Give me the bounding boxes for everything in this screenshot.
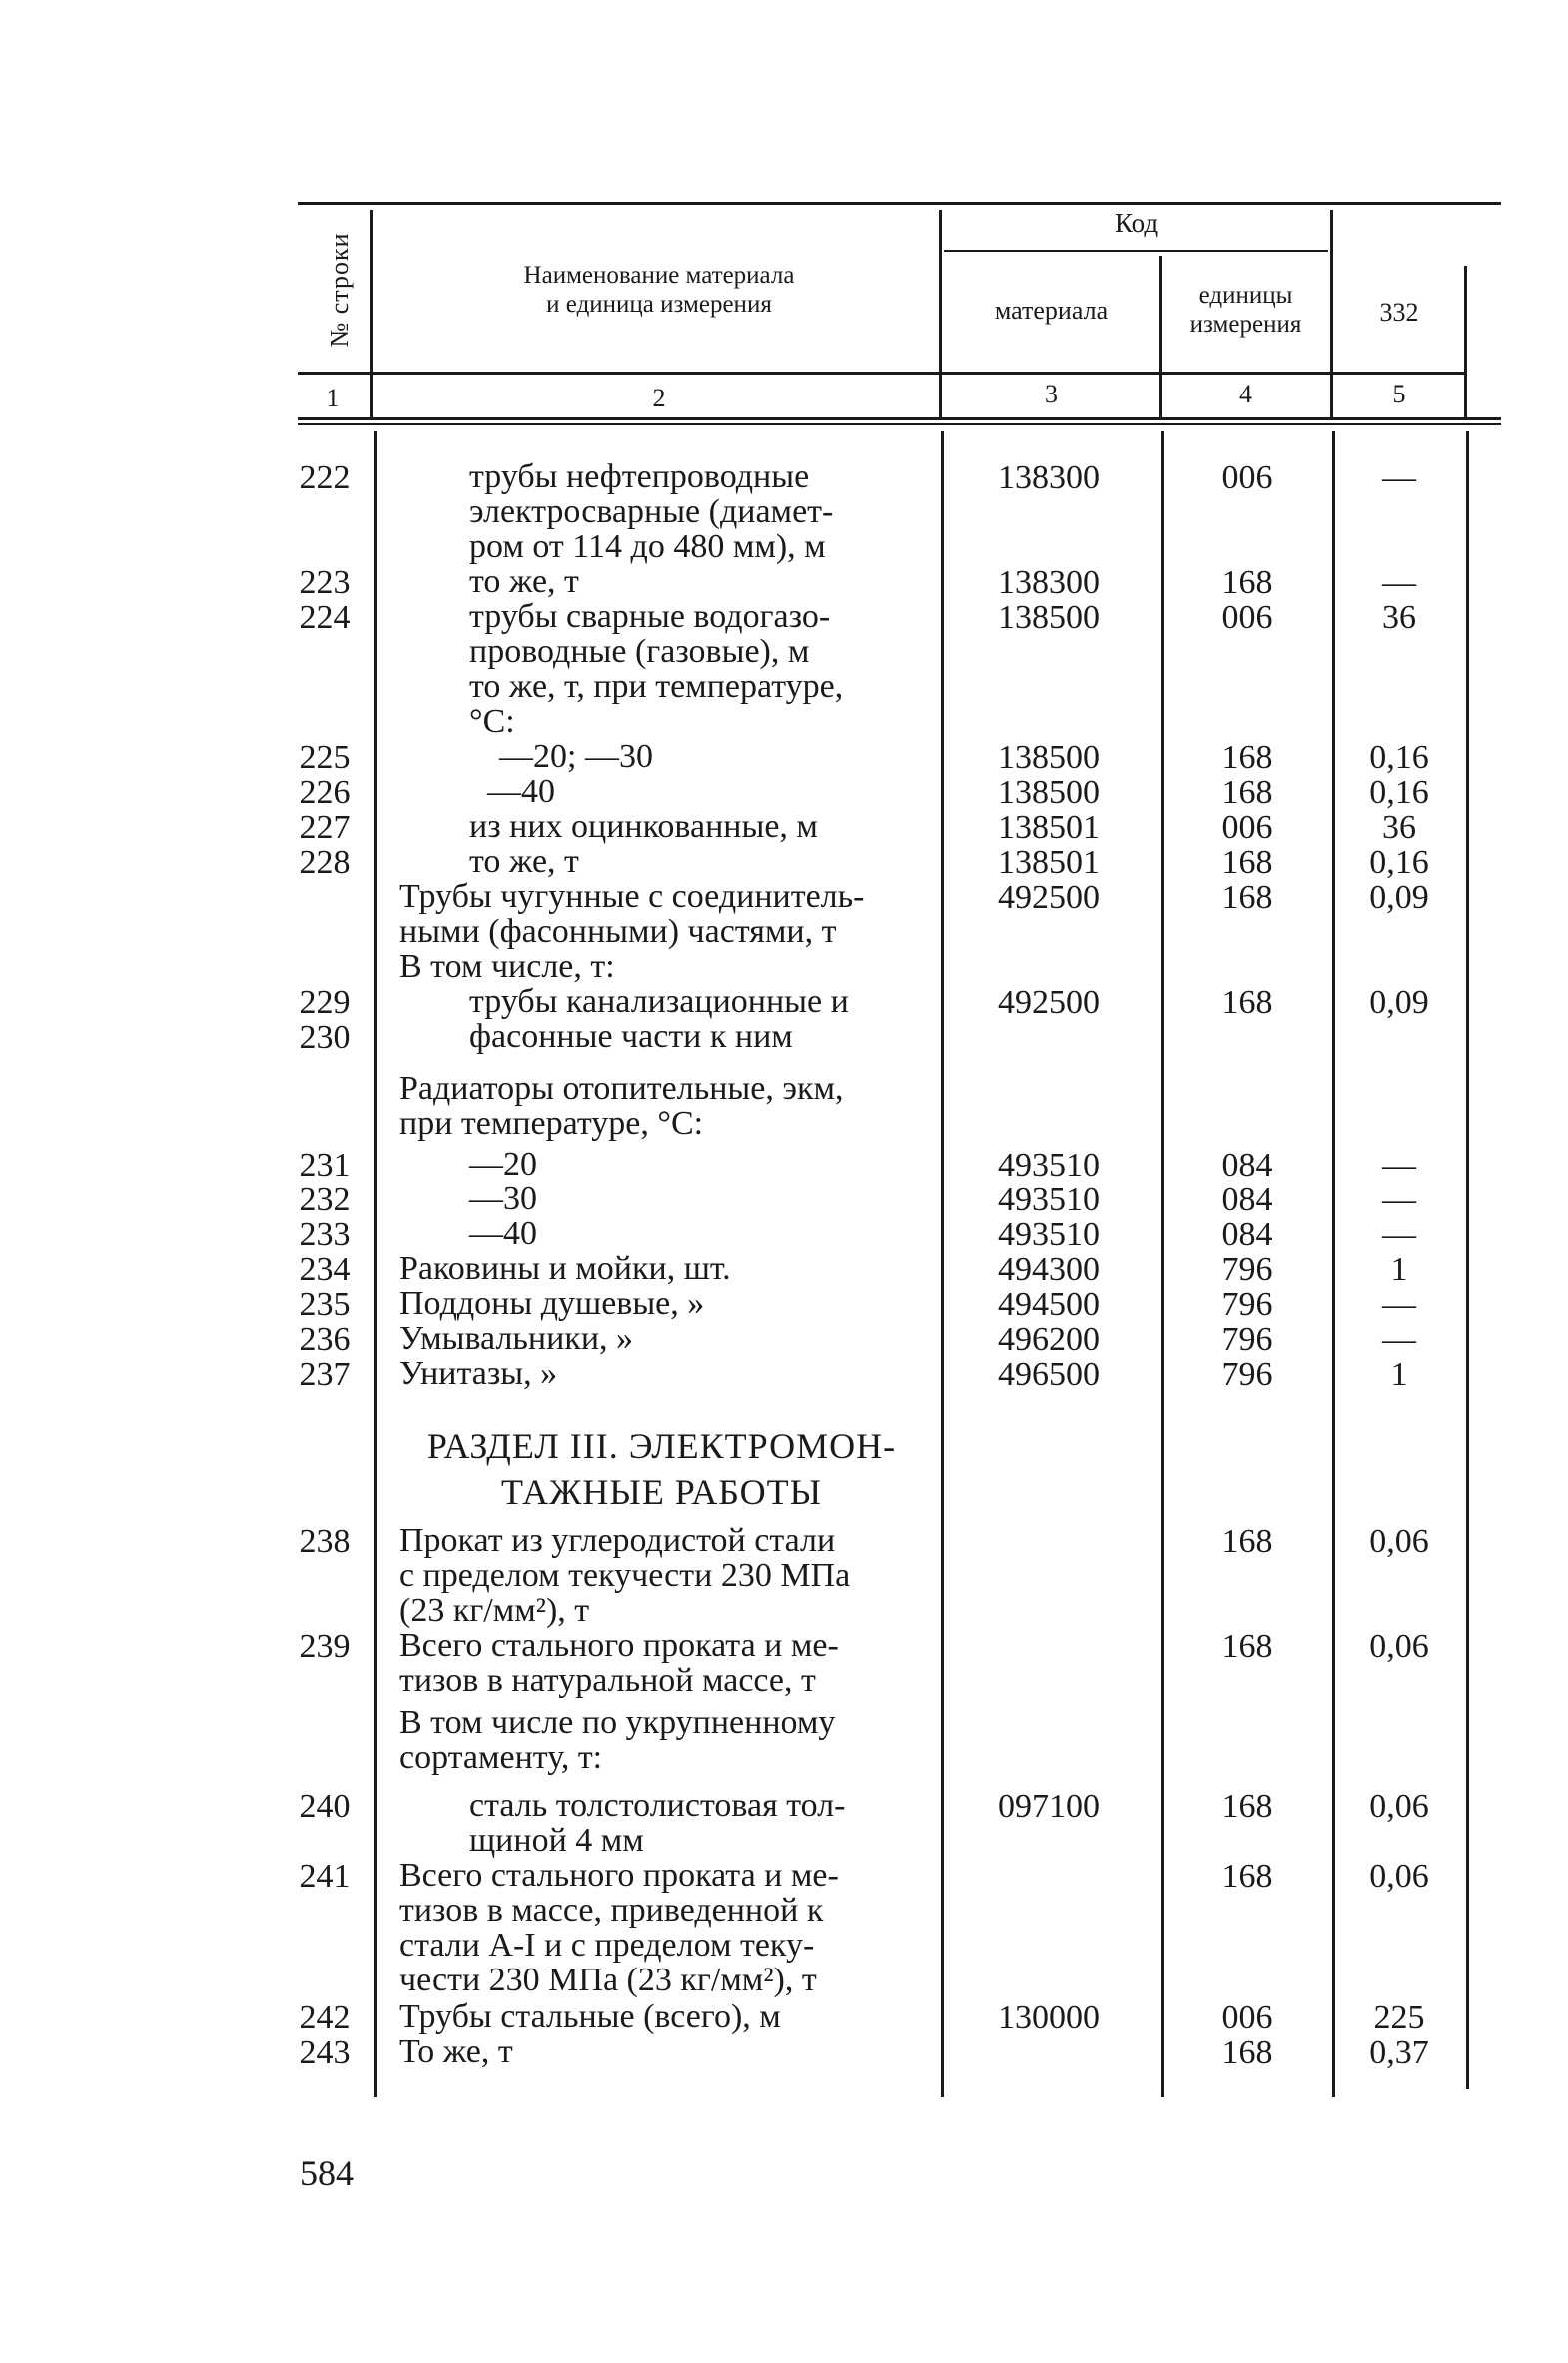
unit-code: 084 [1221,1182,1273,1218]
material-code: 138500 [998,599,1100,636]
value-332: 0,16 [1369,774,1429,811]
description-line: ром от 114 до 480 мм), м [469,528,826,565]
row-number: 229 [299,984,351,1021]
description-line: трубы нефтепроводные [469,458,810,495]
value-332: 0,06 [1369,1858,1429,1895]
description-line: стали А-I и с пределом теку- [399,1927,815,1964]
row-description [399,1628,924,1698]
row-number: 222 [299,459,351,496]
description-line: чести 230 МПа (23 кг/мм²), т [399,1962,817,1998]
value-332: 1 [1390,1251,1408,1288]
row-number: 235 [299,1286,351,1323]
description-line: из них оцинкованные, м [469,808,818,845]
row-description [399,1251,924,1286]
material-code: 494500 [998,1286,1100,1323]
unit-code: 084 [1221,1147,1273,1183]
value-332: 0,09 [1369,879,1429,916]
row-description [399,879,924,949]
unit-code: 006 [1221,809,1273,846]
description-line: фасонные части к ним [469,1018,793,1055]
description-line: (23 кг/мм²), т [399,1592,590,1629]
row-number: 223 [299,564,351,601]
index-2: 2 [652,384,666,412]
unit-code: 168 [1221,984,1273,1021]
row-number: 228 [299,844,351,881]
value-332: — [1382,1182,1416,1218]
unit-code: 168 [1221,879,1273,916]
description-line: °C: [469,703,515,740]
row-description [469,1147,924,1182]
unit-code: 084 [1221,1216,1273,1253]
value-332: 36 [1382,599,1416,636]
header-unit: единицы измерения [1189,282,1302,338]
description-line: —20; —30 [499,738,653,775]
row-description [469,844,924,879]
description-line: Всего стального проката и ме- [399,1857,839,1894]
row-description [469,1788,924,1858]
row-description [499,739,924,774]
material-code: 130000 [998,1999,1100,2036]
material-code: 493510 [998,1216,1100,1253]
value-332: 1 [1390,1356,1408,1393]
description-line: Умывальники, » [399,1320,634,1357]
description-line: проводные (газовые), м [469,633,810,670]
row-description [399,1705,924,1775]
index-5: 5 [1392,380,1406,408]
unit-code: 796 [1221,1286,1273,1323]
header-code: Код [1114,208,1159,238]
description-line: —30 [469,1181,537,1217]
description-line: щиной 4 мм [469,1822,644,1859]
material-code: 138500 [998,739,1100,776]
row-description [399,949,924,984]
description-line: —40 [487,773,555,810]
material-code: 496200 [998,1321,1100,1358]
description-line: Трубы чугунные с соединитель- [399,878,865,915]
description-line: тизов в массе, приведенной к [399,1892,824,1929]
description-line: Прокат из углеродистой стали [399,1522,836,1559]
row-number: 226 [299,774,351,811]
row-number: 236 [299,1321,351,1358]
row-description [399,1356,924,1391]
row-description [399,1858,924,1997]
unit-code: 168 [1221,1523,1273,1560]
row-number: 234 [299,1251,351,1288]
description-line: —40 [469,1215,537,1252]
description-line: то же, т [469,843,579,880]
unit-code: 168 [1221,1858,1273,1895]
description-line: —20 [469,1146,537,1182]
description-line: то же, т, при температуре, [469,668,844,705]
page-number: 584 [300,2153,354,2193]
unit-code: 168 [1221,774,1273,811]
description-line: Поддоны душевые, » [399,1285,705,1322]
material-code: 138500 [998,774,1100,811]
description-line: ными (фасонными) частями, т [399,913,837,950]
row-description [469,669,924,739]
row-number: 242 [299,1999,351,2036]
row-description [469,459,924,564]
material-code: 496500 [998,1356,1100,1393]
material-code: 138501 [998,844,1100,881]
value-332: 0,37 [1369,2034,1429,2071]
row-description [399,1321,924,1356]
value-332: 0,06 [1369,1628,1429,1665]
row-description [469,809,924,844]
unit-code: 168 [1221,564,1273,601]
row-number: 239 [299,1628,351,1665]
unit-code: 006 [1221,459,1273,496]
description-line: То же, т [399,2033,513,2070]
value-332: 0,16 [1369,844,1429,881]
row-description [399,1071,924,1141]
row-number: 231 [299,1147,351,1183]
material-code: 494300 [998,1251,1100,1288]
unit-code: 796 [1221,1321,1273,1358]
material-code: 493510 [998,1147,1100,1183]
material-code: 492500 [998,879,1100,916]
value-332: 225 [1373,1999,1425,2036]
row-number: 240 [299,1788,351,1825]
row-description [399,1286,924,1321]
value-332: 0,06 [1369,1788,1429,1825]
row-number: 241 [299,1858,351,1895]
description-line: сталь толстолистовая тол- [469,1787,846,1824]
unit-code: 006 [1221,1999,1273,2036]
description-line: трубы сварные водогазо- [469,598,831,635]
row-number: 225 [299,739,351,776]
row-description [399,1523,924,1628]
value-332: — [1382,459,1416,496]
material-code: 493510 [998,1182,1100,1218]
value-332: 0,06 [1369,1523,1429,1560]
row-number: 233 [299,1216,351,1253]
value-332: 36 [1382,809,1416,846]
row-description [399,2034,924,2069]
row-number: 232 [299,1182,351,1218]
header-332: 332 [1379,298,1419,327]
material-code: 492500 [998,984,1100,1021]
unit-code: 168 [1221,844,1273,881]
row-number: 224 [299,599,351,636]
description-line: Трубы стальные (всего), м [399,1998,781,2035]
value-332: 0,16 [1369,739,1429,776]
row-description [399,1999,924,2034]
index-3: 3 [1045,380,1058,408]
value-332: — [1382,564,1416,601]
row-number: 237 [299,1356,351,1393]
description-line: В том числе по укрупненному [399,1704,836,1741]
value-332: — [1382,1321,1416,1358]
unit-code: 168 [1221,739,1273,776]
material-code: 138501 [998,809,1100,846]
row-number: 243 [299,2034,351,2071]
description-line: РАЗДЕЛ III. ЭЛЕКТРОМОН- [426,1426,897,1466]
description-line: тизов в натуральной массе, т [399,1662,816,1699]
unit-code: 796 [1221,1356,1273,1393]
row-number: 227 [299,809,351,846]
value-332: — [1382,1216,1416,1253]
value-332: 0,09 [1369,984,1429,1021]
row-description [469,1019,924,1054]
header-material: материала [994,296,1109,325]
description-line: при температуре, °C: [399,1105,704,1142]
value-332: — [1382,1147,1416,1183]
unit-code: 796 [1221,1251,1273,1288]
value-332: — [1382,1286,1416,1323]
header-name: Наименование материала и единица измерения [523,262,795,318]
section-heading [399,1423,924,1515]
row-number: 230 [299,1019,351,1056]
description-line: ТАЖНЫЕ РАБОТЫ [500,1472,823,1512]
row-description [469,1182,924,1216]
unit-code: 168 [1221,2034,1273,2071]
row-description [469,984,924,1019]
material-code: 097100 [998,1788,1100,1825]
description-line: Радиаторы отопительные, экм, [399,1070,844,1107]
description-line: Всего стального проката и ме- [399,1627,839,1664]
unit-code: 168 [1221,1628,1273,1665]
row-description [487,774,924,809]
description-line: сортаменту, т: [399,1739,603,1776]
header-row-number: № строки [325,232,354,348]
row-description [469,599,924,669]
index-4: 4 [1239,380,1252,408]
index-1: 1 [326,384,340,412]
unit-code: 006 [1221,599,1273,636]
unit-code: 168 [1221,1788,1273,1825]
description-line: В том числе, т: [399,948,615,985]
description-line: трубы канализационные и [469,983,849,1020]
description-line: то же, т [469,563,579,600]
description-line: с пределом текучести 230 МПа [399,1557,851,1594]
description-line: электросварные (диамет- [469,493,834,530]
material-code: 138300 [998,564,1100,601]
material-code: 138300 [998,459,1100,496]
row-number: 238 [299,1523,351,1560]
row-description [469,1216,924,1251]
row-description [469,564,924,599]
description-line: Унитазы, » [399,1355,558,1392]
description-line: Раковины и мойки, шт. [399,1250,731,1287]
